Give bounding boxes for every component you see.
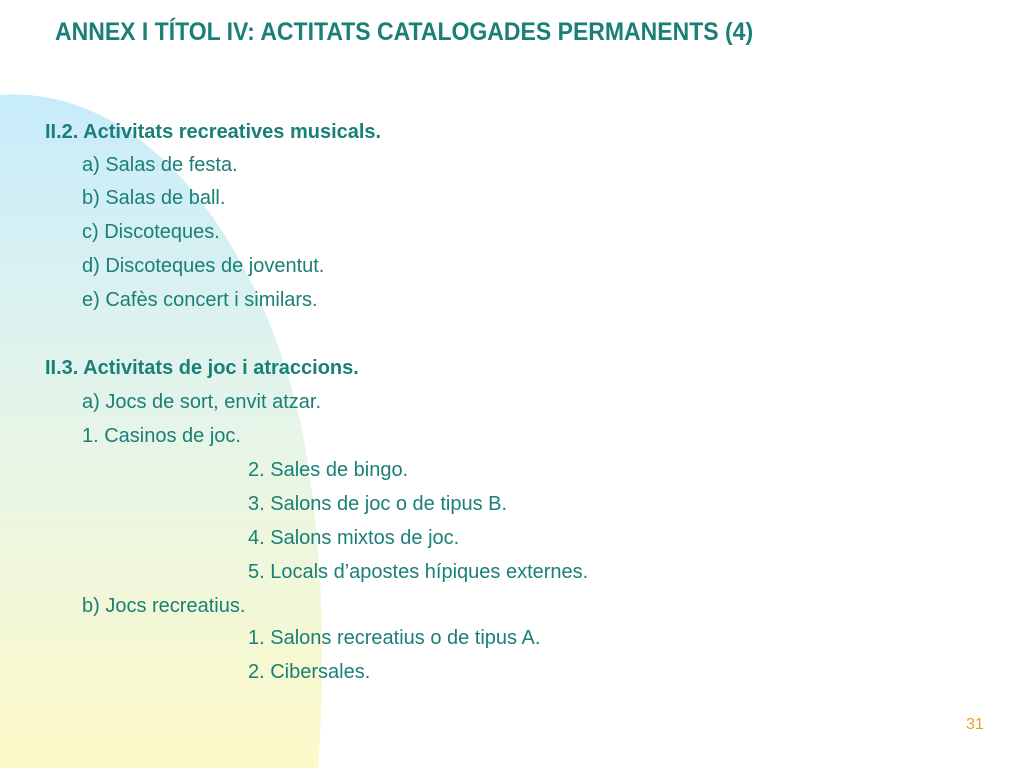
list-item: 2. Sales de bingo. <box>248 459 409 481</box>
list-item: b) Salas de ball. <box>82 187 226 209</box>
section-heading: II.2. Activitats recreatives musicals. <box>45 121 382 143</box>
list-item: 3. Salons de joc o de tipus B. <box>248 493 508 515</box>
section-heading: II.3. Activitats de joc i atraccions. <box>45 357 359 379</box>
list-item: 5. Locals d’apostes hípiques externes. <box>248 561 589 583</box>
list-item: e) Cafès concert i similars. <box>82 289 318 311</box>
list-item: 1. Casinos de joc. <box>82 425 241 447</box>
list-item: 4. Salons mixtos de joc. <box>248 527 460 549</box>
list-item: c) Discoteques. <box>82 221 220 243</box>
list-item: 1. Salons recreatius o de tipus A. <box>248 627 541 649</box>
list-item: d) Discoteques de joventut. <box>82 255 325 277</box>
slide-title: ANNEX I TÍTOL IV: ACTITATS CATALOGADES PERMANENTS (4) <box>55 18 754 46</box>
page-number: 31 <box>966 716 984 733</box>
sub-heading: a) Jocs de sort, envit atzar. <box>82 391 321 413</box>
list-item: a) Salas de festa. <box>82 154 238 176</box>
list-item: 2. Cibersales. <box>248 661 371 683</box>
sub-heading: b) Jocs recreatius. <box>82 595 246 617</box>
